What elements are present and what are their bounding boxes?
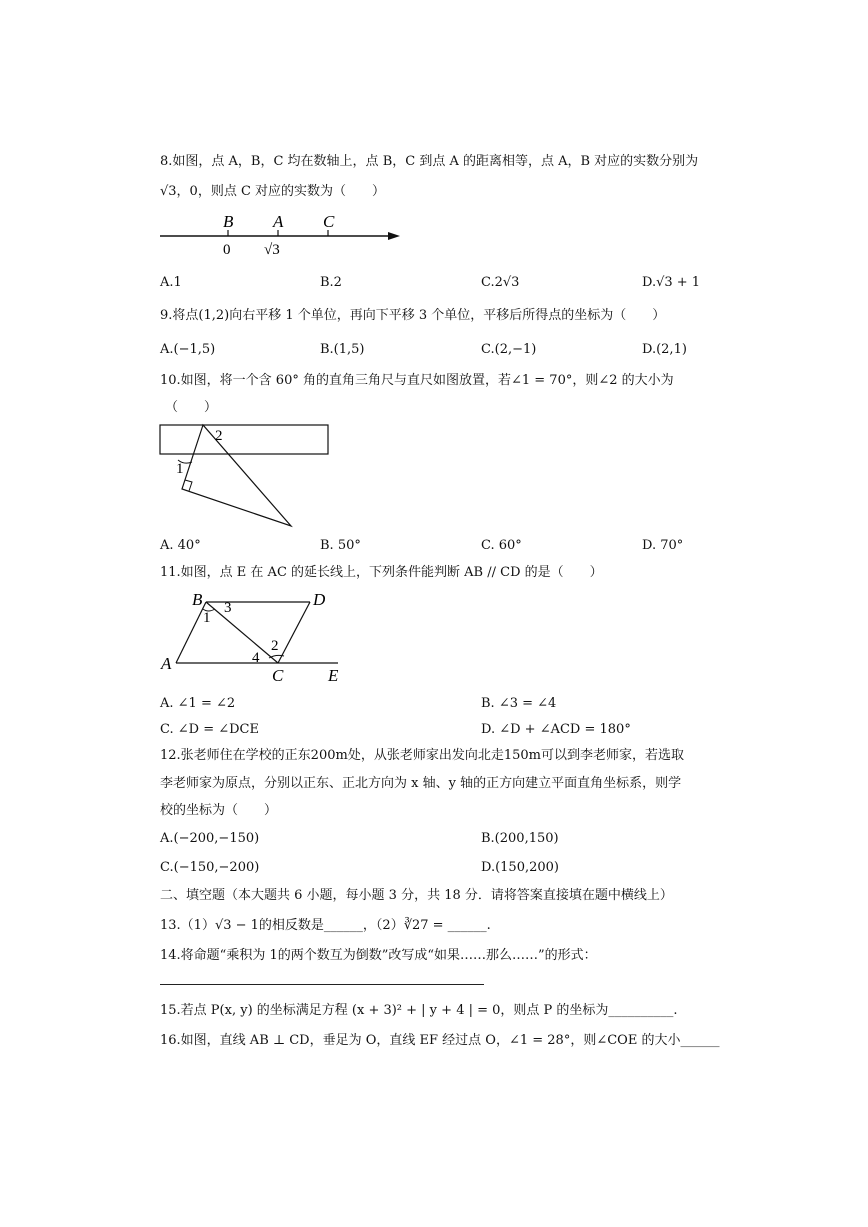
q15-text: 15.若点 P(x, y) 的坐标满足方程 (x + 3)² + | y + 4 | = 0，则点 P 的坐标为__________. [160,1003,678,1018]
tick-label-0: 0 [223,242,231,258]
angle-4: 4 [252,650,260,666]
q9-option-d[interactable]: D.(2,1) [642,342,687,357]
q8-text-line2: √3，0，则点 C 对应的实数为（ ） [160,184,386,199]
q12-option-d[interactable]: D.(150,200) [481,860,559,875]
angle-2: 2 [271,638,279,654]
q10-option-a[interactable]: A. 40° [160,538,201,553]
q8-option-d[interactable]: D.√3 + 1 [642,275,701,290]
parallel-lines-figure [158,588,358,688]
q13-text: 13.（1）√3 − 1的相反数是______，（2）∛27 = ______. [160,918,491,933]
q10-text-line2: （ ） [165,400,218,415]
point-c: C [272,666,284,685]
q11-option-d[interactable]: D. ∠D + ∠ACD = 180° [481,722,631,737]
q9-option-b[interactable]: B.(1,5) [320,342,365,357]
point-e: E [328,666,339,685]
line-bc [206,602,278,663]
q8-option-c[interactable]: C.2√3 [481,275,520,290]
q10-option-c[interactable]: C. 60° [481,538,522,553]
q10-option-d[interactable]: D. 70° [642,538,684,553]
section-2-title: 二、填空题（本大题共 6 小题，每小题 3 分，共 18 分．请将答案直接填在题中横线上） [160,888,673,903]
line-cd [278,602,310,663]
ruler-triangle-figure [158,420,333,532]
label-b: B [223,212,234,231]
q16-text: 16.如图，直线 AB ⊥ CD，垂足为 O，直线 EF 经过点 O，∠1 = 28°，则∠COE 的大小______ [160,1033,720,1048]
q11-option-b[interactable]: B. ∠3 = ∠4 [481,696,557,711]
point-d: D [313,590,326,609]
number-line-arrow [388,232,400,240]
q11-text: 11.如图，点 E 在 AC 的延长线上，下列条件能判断 AB // CD 的是（ ） [160,565,603,580]
q10-option-b[interactable]: B. 50° [320,538,361,553]
q8-text-line1: 8.如图，点 A，B，C 均在数轴上，点 B，C 到点 A 的距离相等，点 A，B 对应的实数分别为 [160,154,699,169]
q11-option-a[interactable]: A. ∠1 = ∠2 [160,696,236,711]
q14-answer-blank[interactable] [160,984,484,985]
angle-3: 3 [224,600,232,616]
tick-label-sqrt3: √3 [264,242,280,258]
label-c: C [323,212,335,231]
number-line-figure [158,208,408,258]
label-a: A [273,212,284,231]
q12-text-line3: 校的坐标为（ ） [160,803,278,818]
q12-text-line2: 李老师家为原点，分别以正东、正北方向为 x 轴、y 轴的正方向建立平面直角坐标系，则学 [160,776,682,791]
set-square-triangle [182,425,291,526]
point-a: A [161,654,172,673]
q11-option-c[interactable]: C. ∠D = ∠DCE [160,722,259,737]
line-ab [176,602,206,663]
q12-option-a[interactable]: A.(−200,−150) [160,831,260,846]
point-b: B [192,590,203,609]
q10-text-line1: 10.如图，将一个含 60° 角的直角三角尺与直尺如图放置，若∠1 = 70°，则∠2 的大小为 [160,373,674,388]
q8-option-b[interactable]: B.2 [320,275,342,290]
q12-option-b[interactable]: B.(200,150) [481,831,559,846]
ruler [160,425,328,454]
angle-label-1: 1 [176,461,184,477]
angle-1: 1 [203,610,211,626]
right-angle-mark [185,480,192,491]
q14-text: 14.将命题“乘积为 1的两个数互为倒数”改写成“如果……那么……”的形式： [160,948,597,963]
q9-text: 9.将点(1,2)向右平移 1 个单位，再向下平移 3 个单位，平移后所得点的坐标为（ ） [160,308,666,323]
q12-option-c[interactable]: C.(−150,−200) [160,860,260,875]
q12-text-line1: 12.张老师住在学校的正东200m处，从张老师家出发向北走150m可以到李老师家，若选取 [160,748,684,763]
q9-option-a[interactable]: A.(−1,5) [160,342,216,357]
q9-option-c[interactable]: C.(2,−1) [481,342,537,357]
angle-label-2: 2 [215,428,223,444]
q8-option-a[interactable]: A.1 [160,275,182,290]
